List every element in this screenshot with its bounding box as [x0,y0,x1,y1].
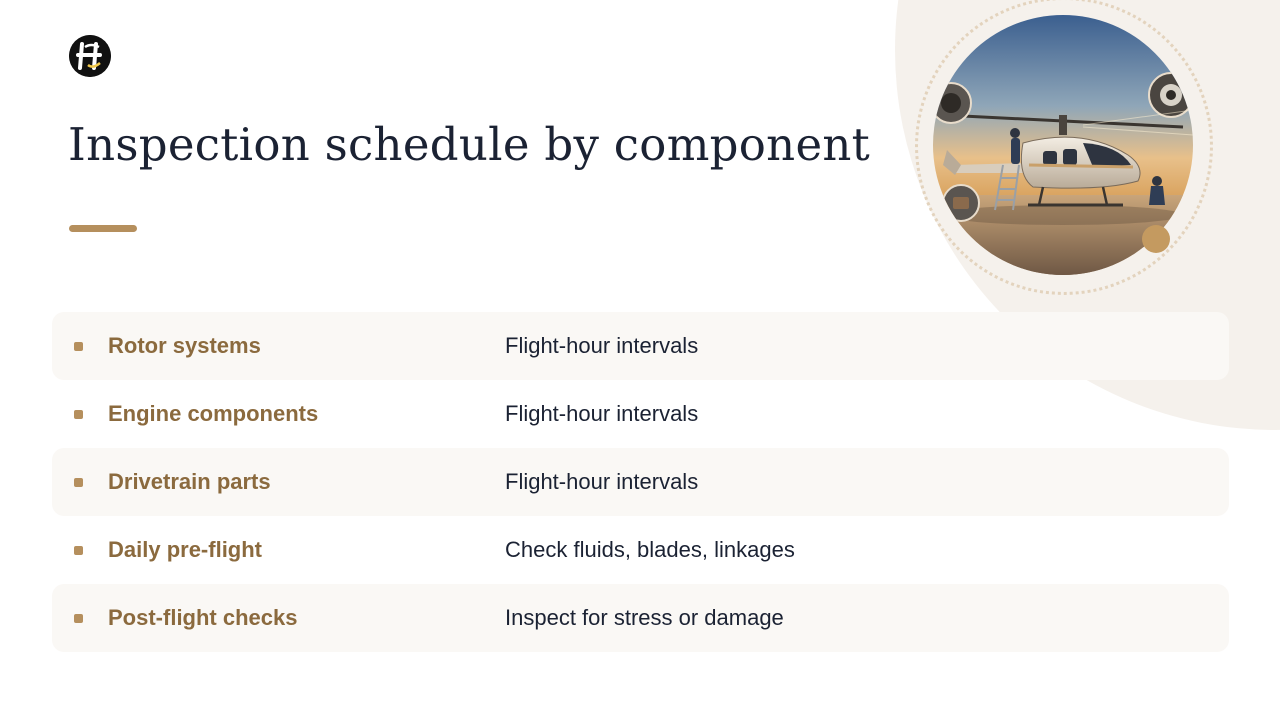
table-row [52,312,1229,380]
table-row [52,516,1229,584]
bullet-icon [74,478,83,487]
title-accent-bar [69,225,137,232]
bullet-icon [74,410,83,419]
decorative-dot [1142,225,1170,253]
component-label: Rotor systems [108,333,261,358]
interval-text: Flight-hour intervals [505,401,699,426]
bullet-icon [74,342,83,351]
interval-text: Check fluids, blades, linkages [505,537,795,562]
interval-text: Flight-hour intervals [505,333,699,358]
component-label: Post-flight checks [108,605,298,630]
interval-text: Inspect for stress or damage [505,605,784,630]
component-label: Daily pre-flight [108,537,263,562]
interval-text: Flight-hour intervals [505,469,699,494]
monogram-logo-icon [69,35,111,77]
component-label: Drivetrain parts [108,469,271,494]
table-row [52,448,1229,516]
bullet-icon [74,546,83,555]
slide-title: Inspection schedule by component [68,118,871,171]
table-row [52,584,1229,652]
component-label: Engine components [108,401,319,426]
inspection-schedule-table [52,312,1229,652]
table-row [52,380,1229,448]
bullet-icon [74,614,83,623]
